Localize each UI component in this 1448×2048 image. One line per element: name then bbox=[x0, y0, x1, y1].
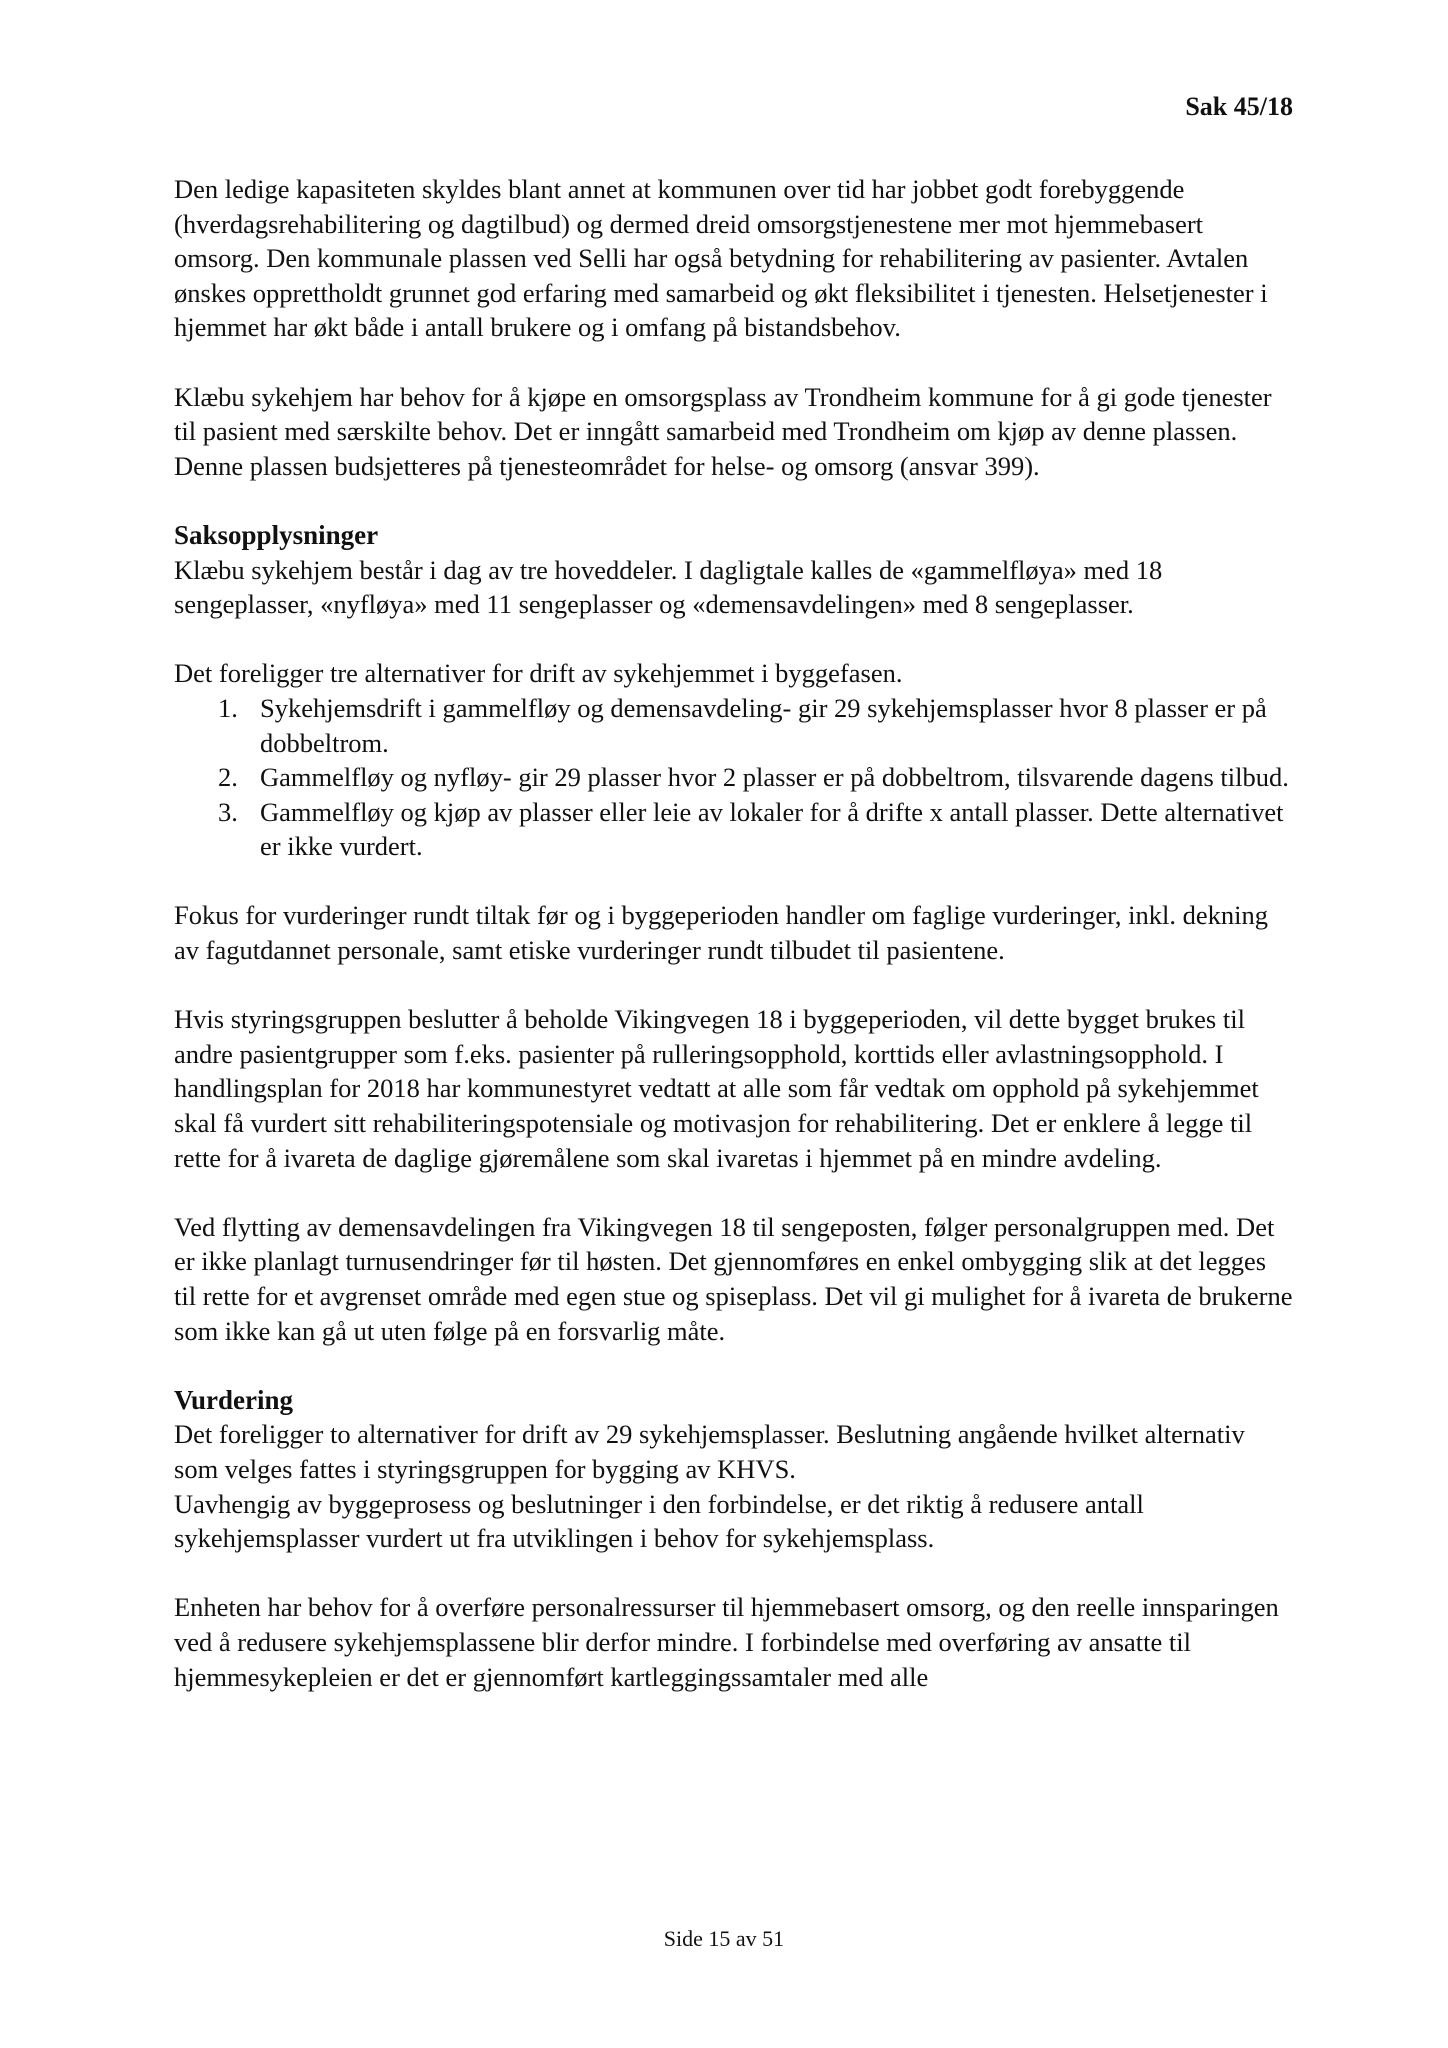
heading-saksopplysninger: Saksopplysninger bbox=[174, 519, 379, 550]
paragraph-dementia-move: Ved flytting av demensavdelingen fra Vikingvegen 18 til sengeposten, følger personalgruppen med. Det er ikke planlagt turnusendringer før til høsten. Det gjennomføres en enkel ombygging slik at det legges til rette for et avgrenset område med egen stue og spiseplass. Det vil gi mulighet for å ivareta de brukerne som ikke kan gå ut uten følge på en forsvarlig måte. bbox=[174, 1211, 1293, 1346]
paragraph-staff-transfer: Enheten har behov for å overføre personalressurser til hjemmebasert omsorg, og den reelle innsparingen ved å redusere sykehjemsplassene blir derfor mindre. I forbindelse med overføring av ansatte til hjemmesykepleien er det er gjennomført kartleggingssamtaler med alle bbox=[174, 1592, 1279, 1692]
list-text: Gammelfløy og kjøp av plasser eller leie av lokaler for å drifte x antall plasser. Dette alternativet er ikke vurdert. bbox=[260, 796, 1284, 862]
paragraph-care-place: Klæbu sykehjem har behov for å kjøpe en omsorgsplass av Trondheim kommune for å gi gode tjenester til pasient med særskilte behov. Det er inngått samarbeid med Trondheim om kjøp av denne plassen. Denne plassen budsjetteres på tjenesteområdet for helse- og omsorg (ansvar 399). bbox=[174, 381, 1272, 481]
page-number: Side 15 av 51 bbox=[663, 1926, 785, 1951]
list-text: Gammelfløy og nyfløy- gir 29 plasser hvor 2 plasser er på dobbeltrom, tilsvarende dagens tilbud. bbox=[260, 762, 1289, 793]
alternatives-list bbox=[174, 691, 1294, 864]
paragraph-focus: Fokus for vurderinger rundt tiltak før og i byggeperioden handler om faglige vurderinger, inkl. dekning av fagutdannet personale, samt etiske vurderinger rundt tilbudet til pasientene. bbox=[174, 900, 1268, 966]
list-number: 1. bbox=[218, 692, 238, 723]
paragraph-two-alternatives: Det foreligger to alternativer for drift av 29 sykehjemsplasser. Beslutning angående hvilket alternativ som velges fattes i styringsgruppen for bygging av KHVS. bbox=[174, 1419, 1245, 1484]
list-text: Sykehjemsdrift i gammelfløy og demensavdeling- gir 29 sykehjemsplasser hvor 8 plasser er på dobbeltrom. bbox=[260, 692, 1267, 758]
paragraph-steering-group: Hvis styringsgruppen beslutter å beholde Vikingvegen 18 i byggeperioden, vil dette bygget brukes til andre pasientgrupper som f.eks. pasienter på rulleringsopphold, korttids eller avlastningsopphold. I handlingsplan for 2018 har kommunestyret vedtatt at alle som får vedtak om opphold på sykehjemmet skal få vurdert sitt rehabiliteringspotensiale og motivasjon for rehabilitering. Det er enklere å legge til rette for å ivareta de daglige gjøremålene som skal ivaretas i hjemmet på en mindre avdeling. bbox=[174, 1004, 1259, 1173]
document-body bbox=[174, 172, 1294, 1729]
list-item bbox=[174, 795, 1294, 864]
paragraph-capacity: Den ledige kapasiteten skyldes blant annet at kommunen over tid har jobbet godt forebyggende (hverdagsrehabilitering og dagtilbud) og dermed dreid omsorgstjenestene mer mot hjemmebasert omsorg. Den kommunale plassen ved Selli har også betydning for rehabilitering av pasienter. Avtalen ønskes opprettholdt grunnet god erfaring med samarbeid og økt fleksibilitet i tjenesten. Helsetjenester i hjemmet har økt både i antall brukere og i omfang på bistandsbehov. bbox=[174, 174, 1268, 343]
list-number: 3. bbox=[218, 796, 238, 827]
paragraph-nursing-home-parts: Klæbu sykehjem består i dag av tre hoveddeler. I dagligtale kalles de «gammelfløya» med 18 sengeplasser, «nyfløya» med 11 sengeplasser og «demensavdelingen» med 8 sengeplasser. bbox=[174, 554, 1163, 620]
heading-vurdering: Vurdering bbox=[174, 1384, 294, 1415]
list-item bbox=[174, 760, 1294, 795]
list-item bbox=[174, 691, 1294, 760]
paragraph-alternatives-intro: Det foreligger tre alternativer for drift av sykehjemmet i byggefasen. bbox=[174, 658, 903, 689]
paragraph-reduce-places: Uavhengig av byggeprosess og beslutninger i den forbindelse, er det riktig å redusere antall sykehjemsplasser vurdert ut fra utviklingen i behov for sykehjemsplass. bbox=[174, 1488, 1144, 1554]
list-number: 2. bbox=[218, 762, 238, 793]
case-reference: Sak 45/18 bbox=[1185, 92, 1293, 121]
